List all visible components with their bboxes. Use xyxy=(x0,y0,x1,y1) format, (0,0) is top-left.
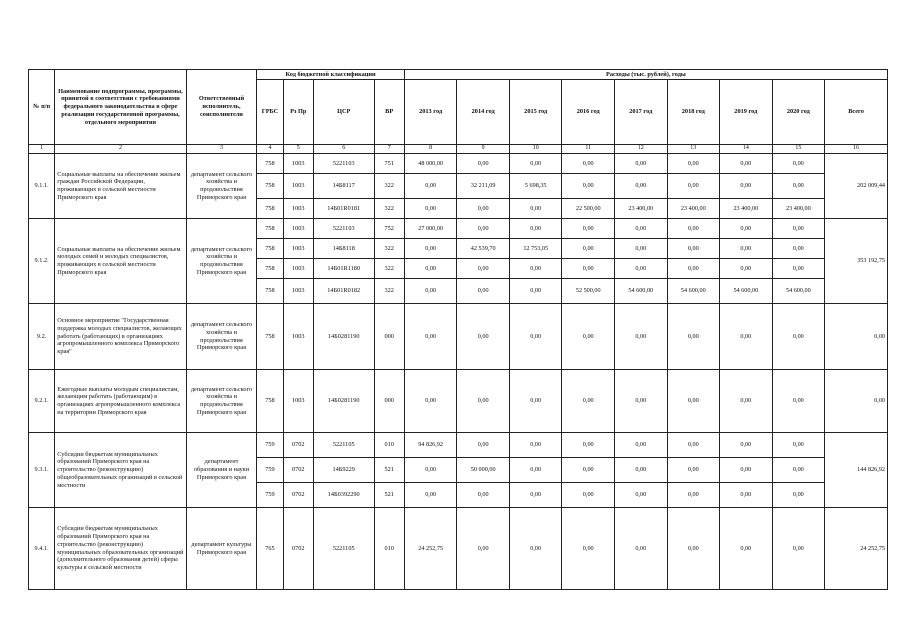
cell-grbs: 758 xyxy=(257,279,283,304)
cell-year-value: 0,00 xyxy=(404,174,457,199)
column-number: 9 xyxy=(457,145,510,154)
cell-vr: 322 xyxy=(374,279,404,304)
cell-year-value: 0,00 xyxy=(614,174,667,199)
cell-grbs: 758 xyxy=(257,304,283,370)
header-year: 2020 год xyxy=(772,80,825,145)
cell-year-value: 0,00 xyxy=(509,199,562,219)
cell-year-value: 0,00 xyxy=(404,458,457,483)
cell-year-value: 0,00 xyxy=(562,219,615,239)
cell-year-value: 0,00 xyxy=(509,259,562,279)
row-executor: департамент образования и науки Приморского края xyxy=(186,433,257,508)
table-row xyxy=(29,433,888,458)
table-row xyxy=(29,370,888,433)
cell-year-value: 0,00 xyxy=(667,433,720,458)
cell-rz: 0702 xyxy=(283,483,313,508)
column-number: 11 xyxy=(562,145,615,154)
header-year: 2017 год xyxy=(614,80,667,145)
header-year: 2013 год xyxy=(404,80,457,145)
cell-rz: 1003 xyxy=(283,154,313,174)
table-row xyxy=(29,508,888,590)
cell-year-value: 0,00 xyxy=(562,370,615,433)
cell-year-value: 0,00 xyxy=(562,508,615,590)
cell-vr: 521 xyxy=(374,458,404,483)
cell-vr: 010 xyxy=(374,433,404,458)
cell-year-value: 54 600,00 xyxy=(720,279,773,304)
table-row xyxy=(29,219,888,239)
cell-rz: 1003 xyxy=(283,304,313,370)
header-budget-code: Код бюджетной классификации xyxy=(257,70,405,80)
cell-year-value: 0,00 xyxy=(614,458,667,483)
cell-year-value: 0,00 xyxy=(457,304,510,370)
cell-year-value: 0,00 xyxy=(720,508,773,590)
cell-year-value: 24 252,75 xyxy=(404,508,457,590)
cell-vr: 751 xyxy=(374,154,404,174)
cell-year-value: 0,00 xyxy=(509,458,562,483)
cell-csr: 14Б8117 xyxy=(313,174,374,199)
row-num: 9.2.1. xyxy=(29,370,55,433)
cell-year-value: 0,00 xyxy=(614,304,667,370)
cell-year-value: 0,00 xyxy=(404,259,457,279)
cell-total: 353 192,75 xyxy=(825,219,888,304)
column-number: 7 xyxy=(374,145,404,154)
column-number: 2 xyxy=(55,145,186,154)
cell-year-value: 0,00 xyxy=(562,458,615,483)
cell-year-value: 0,00 xyxy=(457,279,510,304)
header-year: 2018 год xyxy=(667,80,720,145)
cell-year-value: 0,00 xyxy=(667,154,720,174)
column-number: 13 xyxy=(667,145,720,154)
cell-rz: 0702 xyxy=(283,458,313,483)
header-year: 2015 год xyxy=(509,80,562,145)
column-number: 1 xyxy=(29,145,55,154)
cell-year-value: 0,00 xyxy=(772,483,825,508)
header-num: № п/п xyxy=(29,70,55,145)
cell-rz: 1003 xyxy=(283,259,313,279)
cell-year-value: 0,00 xyxy=(404,483,457,508)
cell-rz: 1003 xyxy=(283,199,313,219)
cell-csr: 5221103 xyxy=(313,154,374,174)
cell-year-value: 5 698,35 xyxy=(509,174,562,199)
cell-year-value: 0,00 xyxy=(667,483,720,508)
row-name: Ежегодные выплаты молодым специалистам, желающим работать (работающим) в организациях агропромышленного комплекса на территории Приморского края xyxy=(55,370,186,433)
cell-year-value: 0,00 xyxy=(720,458,773,483)
cell-year-value: 27 000,00 xyxy=(404,219,457,239)
cell-vr: 010 xyxy=(374,508,404,590)
cell-year-value: 0,00 xyxy=(614,154,667,174)
header-code-csr: ЦСР xyxy=(313,80,374,145)
cell-vr: 322 xyxy=(374,239,404,259)
cell-year-value: 0,00 xyxy=(404,304,457,370)
cell-grbs: 759 xyxy=(257,483,283,508)
cell-grbs: 765 xyxy=(257,508,283,590)
cell-rz: 0702 xyxy=(283,433,313,458)
cell-year-value: 0,00 xyxy=(667,259,720,279)
cell-year-value: 0,00 xyxy=(667,304,720,370)
cell-csr: 14Б9229 xyxy=(313,458,374,483)
cell-year-value: 22 500,00 xyxy=(562,199,615,219)
cell-year-value: 0,00 xyxy=(720,304,773,370)
cell-year-value: 0,00 xyxy=(772,508,825,590)
cell-year-value: 0,00 xyxy=(457,199,510,219)
cell-year-value: 0,00 xyxy=(509,508,562,590)
cell-year-value: 0,00 xyxy=(667,239,720,259)
cell-year-value: 0,00 xyxy=(457,370,510,433)
column-number: 8 xyxy=(404,145,457,154)
row-executor: департамент сельского хозяйства и продовольствия Приморского края xyxy=(186,154,257,219)
cell-vr: 322 xyxy=(374,174,404,199)
cell-year-value: 0,00 xyxy=(667,174,720,199)
cell-csr: 14Б01R1180 xyxy=(313,259,374,279)
cell-year-value: 0,00 xyxy=(509,304,562,370)
cell-year-value: 0,00 xyxy=(772,433,825,458)
cell-vr: 752 xyxy=(374,219,404,239)
column-number: 12 xyxy=(614,145,667,154)
cell-year-value: 48 000,00 xyxy=(404,154,457,174)
cell-year-value: 0,00 xyxy=(667,458,720,483)
cell-grbs: 758 xyxy=(257,154,283,174)
cell-year-value: 0,00 xyxy=(720,370,773,433)
cell-grbs: 758 xyxy=(257,199,283,219)
row-num: 9.4.1. xyxy=(29,508,55,590)
row-name: Социальные выплаты на обеспечение жильем граждан Российской Федерации, проживающих в сельской местности Приморского края xyxy=(55,154,186,219)
cell-csr: 5221105 xyxy=(313,508,374,590)
column-numbers-row xyxy=(29,145,888,154)
cell-year-value: 0,00 xyxy=(667,219,720,239)
cell-year-value: 0,00 xyxy=(720,219,773,239)
cell-year-value: 52 500,00 xyxy=(562,279,615,304)
row-name: Субсидии бюджетам муниципальных образований Приморского края на строительство (реконструкцию) общеобразовательных организаций в сельской местности xyxy=(55,433,186,508)
cell-total: 202 009,44 xyxy=(825,154,888,219)
column-number: 6 xyxy=(313,145,374,154)
cell-year-value: 0,00 xyxy=(614,370,667,433)
cell-total: 0,00 xyxy=(825,370,888,433)
cell-year-value: 0,00 xyxy=(772,154,825,174)
cell-csr: 14Б01R0181 xyxy=(313,199,374,219)
cell-year-value: 0,00 xyxy=(772,174,825,199)
header-total: Всего xyxy=(825,80,888,145)
cell-csr: 5221105 xyxy=(313,433,374,458)
cell-year-value: 0,00 xyxy=(614,219,667,239)
cell-year-value: 0,00 xyxy=(562,433,615,458)
cell-year-value: 23 400,00 xyxy=(667,199,720,219)
row-num: 9.3.1. xyxy=(29,433,55,508)
cell-year-value: 0,00 xyxy=(772,219,825,239)
cell-year-value: 0,00 xyxy=(457,219,510,239)
cell-year-value: 0,00 xyxy=(772,239,825,259)
column-number: 4 xyxy=(257,145,283,154)
cell-year-value: 54 600,00 xyxy=(772,279,825,304)
table-row xyxy=(29,154,888,174)
cell-grbs: 758 xyxy=(257,259,283,279)
cell-year-value: 0,00 xyxy=(509,279,562,304)
cell-total: 144 826,92 xyxy=(825,433,888,508)
cell-year-value: 0,00 xyxy=(562,154,615,174)
cell-year-value: 0,00 xyxy=(562,174,615,199)
header-year: 2014 год xyxy=(457,80,510,145)
cell-year-value: 50 000,00 xyxy=(457,458,510,483)
row-name: Социальные выплаты на обеспечение жильем молодых семей и молодых специалистов, проживающих в сельской местности Приморского края xyxy=(55,219,186,304)
cell-vr: 000 xyxy=(374,304,404,370)
cell-year-value: 42 539,70 xyxy=(457,239,510,259)
cell-year-value: 0,00 xyxy=(562,239,615,259)
row-num: 9.1.2. xyxy=(29,219,55,304)
cell-year-value: 54 600,00 xyxy=(614,279,667,304)
cell-year-value: 0,00 xyxy=(404,370,457,433)
cell-rz: 1003 xyxy=(283,174,313,199)
cell-year-value: 0,00 xyxy=(404,199,457,219)
cell-csr: 14Б0281190 xyxy=(313,304,374,370)
column-number: 14 xyxy=(720,145,773,154)
cell-year-value: 0,00 xyxy=(457,259,510,279)
cell-csr: 14Б01R0182 xyxy=(313,279,374,304)
row-name: Субсидии бюджетам муниципальных образований Приморского края на строительство (реконструкцию) муниципальных образовательных организаций (дополнительного образования детей) сферы культуры в сельской местности xyxy=(55,508,186,590)
cell-csr: 14Б0281190 xyxy=(313,370,374,433)
cell-year-value: 94 826,92 xyxy=(404,433,457,458)
cell-grbs: 758 xyxy=(257,370,283,433)
cell-total: 24 252,75 xyxy=(825,508,888,590)
cell-vr: 000 xyxy=(374,370,404,433)
cell-grbs: 759 xyxy=(257,458,283,483)
cell-vr: 322 xyxy=(374,199,404,219)
cell-year-value: 0,00 xyxy=(509,219,562,239)
cell-year-value: 0,00 xyxy=(457,508,510,590)
column-number: 5 xyxy=(283,145,313,154)
cell-year-value: 0,00 xyxy=(720,154,773,174)
header-year: 2016 год xyxy=(562,80,615,145)
cell-year-value: 0,00 xyxy=(562,304,615,370)
cell-year-value: 0,00 xyxy=(457,483,510,508)
cell-year-value: 23 400,00 xyxy=(614,199,667,219)
cell-year-value: 0,00 xyxy=(562,259,615,279)
cell-year-value: 12 753,05 xyxy=(509,239,562,259)
cell-year-value: 0,00 xyxy=(614,239,667,259)
cell-year-value: 23 400,00 xyxy=(772,199,825,219)
column-number: 16 xyxy=(825,145,888,154)
cell-year-value: 0,00 xyxy=(509,154,562,174)
cell-year-value: 54 600,00 xyxy=(667,279,720,304)
cell-year-value: 0,00 xyxy=(509,483,562,508)
row-executor: департамент культуры Приморского края xyxy=(186,508,257,590)
cell-csr: 5221103 xyxy=(313,219,374,239)
cell-rz: 1003 xyxy=(283,370,313,433)
cell-rz: 1003 xyxy=(283,239,313,259)
column-number: 15 xyxy=(772,145,825,154)
cell-total: 0,00 xyxy=(825,304,888,370)
cell-year-value: 0,00 xyxy=(772,259,825,279)
cell-vr: 322 xyxy=(374,259,404,279)
cell-year-value: 0,00 xyxy=(667,370,720,433)
cell-csr: 14Б0392290 xyxy=(313,483,374,508)
row-name: Основное мероприятие "Государственная поддержка молодых специалистов, желающих работать (работающих) в организациях агропромышленного комплекса Приморского края" xyxy=(55,304,186,370)
cell-year-value: 0,00 xyxy=(457,154,510,174)
cell-year-value: 0,00 xyxy=(509,370,562,433)
cell-year-value: 0,00 xyxy=(404,239,457,259)
cell-year-value: 0,00 xyxy=(720,239,773,259)
cell-year-value: 0,00 xyxy=(614,508,667,590)
row-executor: департамент сельского хозяйства и продовольствия Приморского края xyxy=(186,304,257,370)
cell-year-value: 0,00 xyxy=(614,483,667,508)
cell-year-value: 0,00 xyxy=(772,458,825,483)
row-executor: департамент сельского хозяйства и продовольствия Приморского края xyxy=(186,370,257,433)
cell-year-value: 0,00 xyxy=(772,304,825,370)
column-number: 10 xyxy=(509,145,562,154)
expenses-table xyxy=(28,69,888,590)
header-year: 2019 год xyxy=(720,80,773,145)
cell-rz: 0702 xyxy=(283,508,313,590)
cell-year-value: 0,00 xyxy=(720,433,773,458)
header-code-rz: Рз Пр xyxy=(283,80,313,145)
cell-year-value: 0,00 xyxy=(509,433,562,458)
cell-year-value: 0,00 xyxy=(720,174,773,199)
row-num: 9.1.1. xyxy=(29,154,55,219)
cell-year-value: 32 211,09 xyxy=(457,174,510,199)
header-executor: Ответственный исполнитель, соисполнители xyxy=(186,70,257,145)
cell-year-value: 0,00 xyxy=(457,433,510,458)
cell-grbs: 759 xyxy=(257,433,283,458)
cell-grbs: 758 xyxy=(257,239,283,259)
cell-grbs: 758 xyxy=(257,174,283,199)
cell-year-value: 0,00 xyxy=(562,483,615,508)
cell-year-value: 0,00 xyxy=(720,483,773,508)
header-code-grbs: ГРБС xyxy=(257,80,283,145)
cell-year-value: 0,00 xyxy=(404,279,457,304)
row-executor: департамент сельского хозяйства и продовольствия Приморского края xyxy=(186,219,257,304)
row-num: 9.2. xyxy=(29,304,55,370)
cell-vr: 521 xyxy=(374,483,404,508)
cell-year-value: 0,00 xyxy=(720,259,773,279)
cell-year-value: 0,00 xyxy=(772,370,825,433)
header-code-vr: ВР xyxy=(374,80,404,145)
header-expenses: Расходы (тыс. рублей), годы xyxy=(404,70,887,80)
column-number: 3 xyxy=(186,145,257,154)
cell-year-value: 0,00 xyxy=(614,433,667,458)
cell-rz: 1003 xyxy=(283,279,313,304)
cell-year-value: 0,00 xyxy=(614,259,667,279)
cell-rz: 1003 xyxy=(283,219,313,239)
header-name: Наименование подпрограммы, программы, принятой в соответствии с требованиями федерального законодательства в сфере реализации государственной программы, отдельного мероприятия xyxy=(55,70,186,145)
cell-grbs: 758 xyxy=(257,219,283,239)
cell-year-value: 23 400,00 xyxy=(720,199,773,219)
cell-csr: 14Б8118 xyxy=(313,239,374,259)
cell-year-value: 0,00 xyxy=(667,508,720,590)
table-row xyxy=(29,304,888,370)
